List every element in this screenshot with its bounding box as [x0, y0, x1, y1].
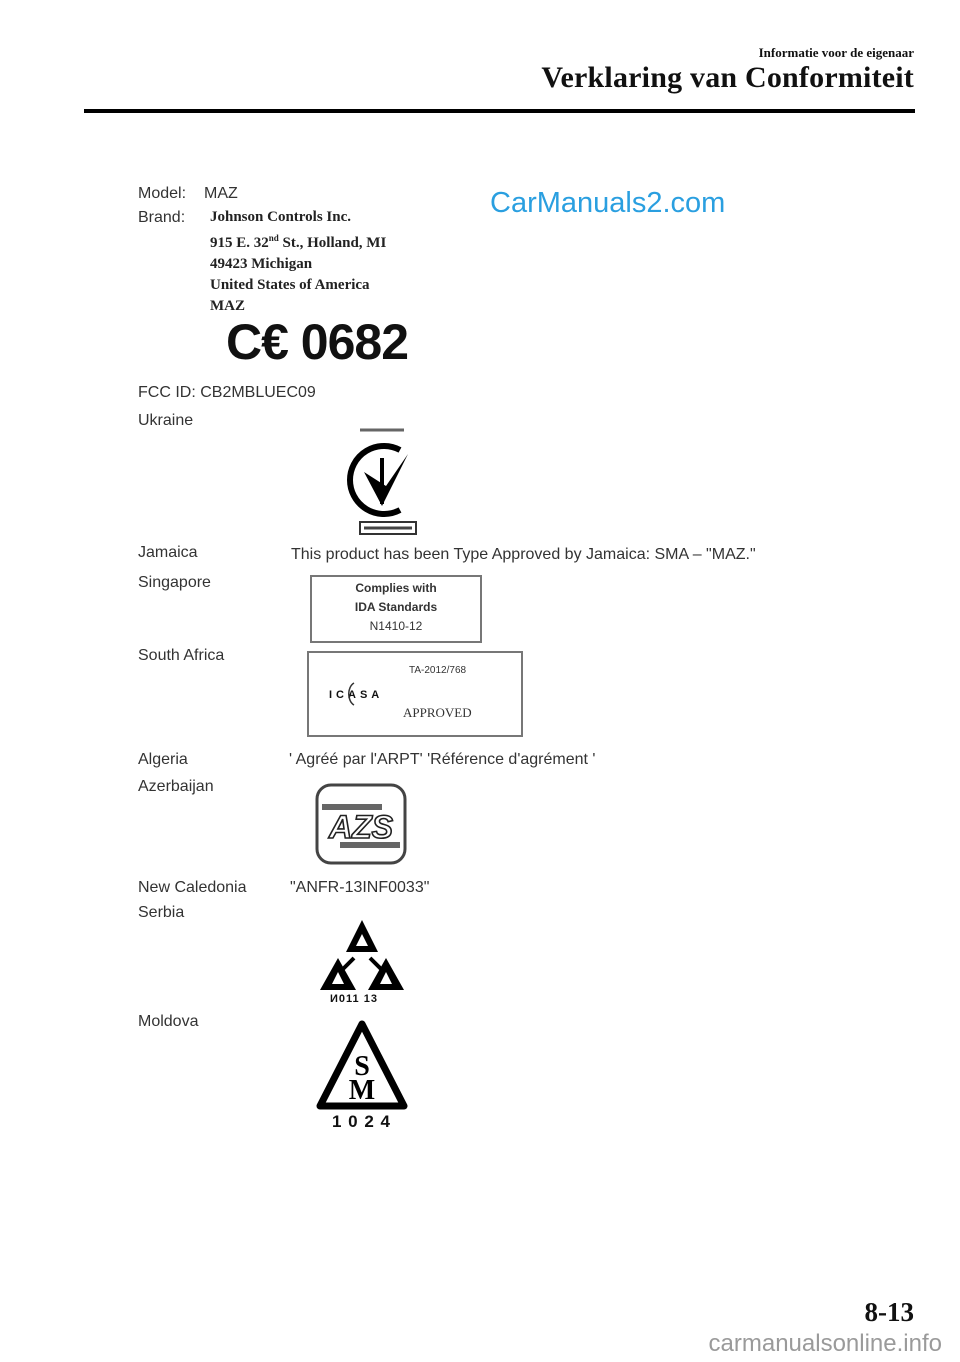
svg-text:S: S — [354, 1051, 370, 1082]
brand-line: 915 E. 32nd St., Holland, MI — [210, 233, 387, 251]
azerbaijan-label: Azerbaijan — [138, 778, 214, 795]
icasa-logo-icon — [343, 681, 365, 707]
brand-address — [210, 207, 386, 317]
moldova-label: Moldova — [138, 1013, 199, 1030]
icasa-ta-number: TA-2012/768 — [409, 665, 467, 676]
ukraine-label: Ukraine — [138, 412, 194, 429]
model-value: MAZ — [204, 185, 238, 202]
fcc-id: FCC ID: CB2MBLUEC09 — [138, 384, 316, 401]
algeria-text: ' Agréé par l'ARPT' 'Référence d'agrément ' — [289, 751, 596, 768]
watermark-text: CarManuals2.com — [490, 187, 726, 219]
icasa-logo-text: ICASA — [329, 689, 384, 701]
singapore-label: Singapore — [138, 574, 211, 591]
algeria-label: Algeria — [138, 751, 188, 768]
new-caledonia-text: "ANFR-13INF0033" — [290, 879, 430, 896]
ukraine-conformity-icon — [340, 424, 424, 538]
azs-logo-text: AZS — [329, 809, 393, 845]
azs-logo-icon — [314, 782, 408, 866]
moldova-sm-icon — [314, 1018, 410, 1114]
south-africa-label: South Africa — [138, 647, 225, 664]
serbia-triangle-icon — [316, 918, 408, 992]
model-label: Model: — [138, 185, 187, 202]
brand-line: 49423 Michigan — [210, 256, 313, 272]
ida-line: Complies with — [355, 581, 437, 595]
icasa-approval-box — [307, 651, 523, 737]
page-number: 8-13 — [864, 1297, 914, 1327]
icasa-approved: APPROVED — [403, 705, 472, 720]
svg-text:M: M — [348, 1075, 376, 1106]
brand-line: MAZ — [210, 298, 245, 314]
jamaica-label: Jamaica — [138, 544, 198, 561]
page-title: Verklaring van Conformiteit — [541, 61, 914, 94]
section-label: Informatie voor de eigenaar — [758, 45, 914, 60]
serbia-label: Serbia — [138, 904, 185, 921]
ce-mark: C€ 0682 — [226, 314, 409, 370]
footer-site-watermark: carmanualsonline.info — [708, 1330, 942, 1357]
brand-label: Brand: — [138, 209, 186, 226]
ida-line: N1410-12 — [369, 619, 423, 633]
moldova-code: 1 0 2 4 — [332, 1112, 391, 1131]
ida-line: IDA Standards — [354, 600, 438, 614]
ida-approval-box — [310, 575, 482, 643]
new-caledonia-label: New Caledonia — [138, 879, 247, 896]
brand-line: Johnson Controls Inc. — [210, 209, 352, 225]
jamaica-text: This product has been Type Approved by Jamaica: SMA – "MAZ." — [291, 546, 756, 563]
header-rule — [84, 109, 915, 113]
serbia-code: И011 13 — [330, 993, 378, 1005]
brand-line: United States of America — [210, 277, 370, 293]
